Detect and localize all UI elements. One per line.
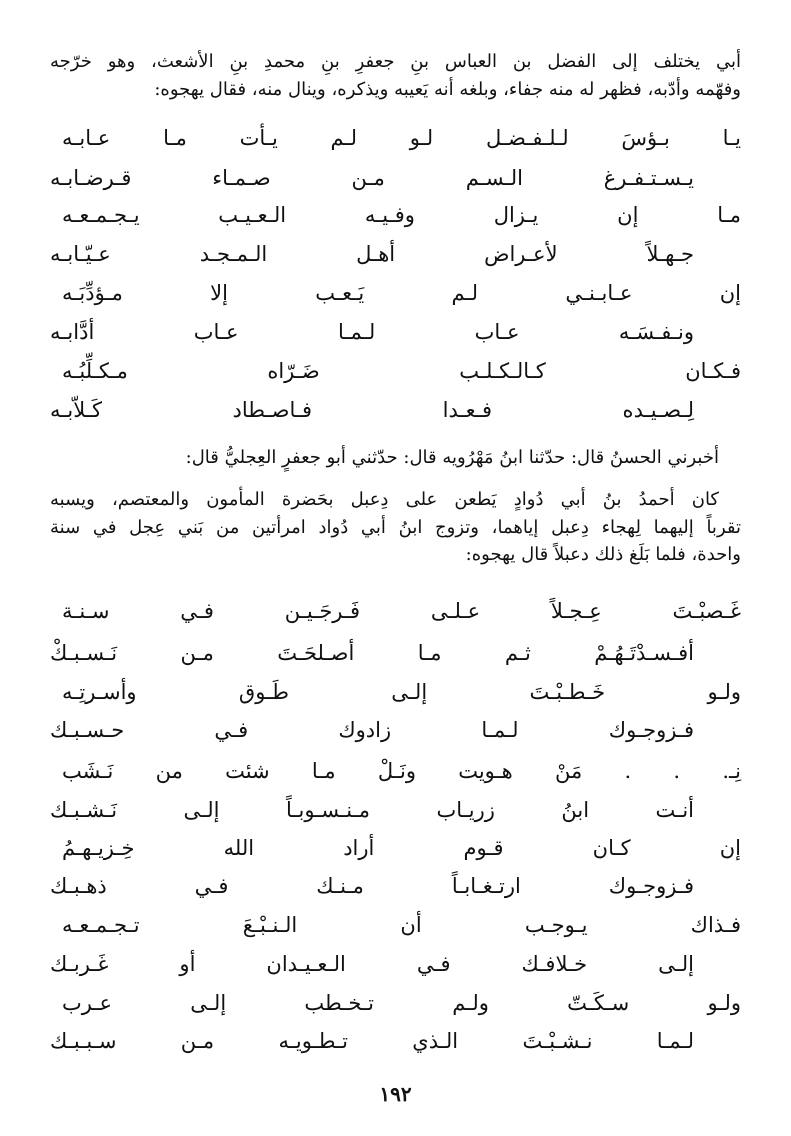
poem2-hemistich-first: ولـو خَـطـبْـتَ إلـى طَـوق وأسـرتِـه [62,680,741,704]
poem1-hemistich-first: إن عـابـنـي لـم يَـعـب إلا مـؤدِّبَـه [62,281,741,305]
poem1-hemistich-first: مـا إن يـزال وفـيـه الـعـيـب يـجـمـعـه [62,203,741,227]
poem2-hemistich-second: فـزوجـوك لـمـا زادوك فـي حـسـبـك [50,718,694,742]
poem2-hemistich-second: لـمـا نـشـبْـتَ الـذي تـطـويـه مـن سـبـبـك [50,1029,694,1053]
poem2-hemistich-first: فـذاك يـوجـب أن الـنـبْـعَ تـجـمـعـه [62,913,741,937]
narrative-line: تقرباً إليهما لِهجاء دِعبل إياهما، وتزوج ابنُ أبي دُواد امرأتين من بَني عِجل في سنة [50,517,741,538]
poem2-hemistich-second: فـزوجـوك ارتـغـابـاً مـنـك فـي ذهـبـك [50,874,694,898]
intro-line: وفهّمه وأدّبه، فظهر له منه جفاء، وبلغه أنه يَعيبه ويذكره، وينال منه، فقال يهجوه: [154,79,741,100]
poem2-hemistich-first: إن كـان قـوم أراد الله خِـزيـهـمُ [62,836,741,860]
poem2-hemistich-second: أنـت ابنُ زريـاب مـنـسـوبـاً إلـى نَـشـبـك [50,798,694,822]
isnad-line: أخبرني الحسنُ قال: حدّثنا ابنُ مَهْرُويه قال: حدّثني أبو جعفرٍ العِجليُّ قال: [185,447,719,468]
poem2-hemistich-first: غَـصبْـتَ عِـجـلاً عـلـى فَـرجَـيـن فـي سـنـة [62,599,741,623]
poem2-hemistich-second: أفـسـدْتَـهُـمْ ثـم مـا أصـلحَـتَ مـن نَـسـبـكْ [50,641,694,665]
poem2-hemistich-first: نِـ. . . مَنْ هـويت ونَـلْ مـا شئت من نَـشَب [62,759,741,783]
poem1-hemistich-second: يـسـتـفـرغ الـسـم مـن صـمـاء قـرضـابـه [50,166,694,190]
poem1-hemistich-second: جـهـلاً لأعـراض أهـل الـمـجـد عـيّـابـه [50,242,694,266]
poem1-hemistich-first: فـكـان كـالـكـلـب ضَـرّاه مـكـلِّبُـه [62,359,741,383]
narrative-line: كان أحمدُ بنُ أبي دُوادٍ يَطعن على دِعبل بحَضرة المأمون والمعتصم، ويسبه [50,489,719,510]
intro-line: أبي يختلف إلى الفضل بن العباس بنِ جعفرِ بنِ محمدِ بنِ الأشعث، وهو خرّجه [50,51,741,72]
narrative-line: واحدة، فلما بَلَغ ذلك دعبلاً قال يهجوه: [465,544,741,565]
poem1-hemistich-first: يـا بـؤسَ لـلـفـضـل لـو لـم يـأت مـا عـابـه [62,126,741,150]
poem2-hemistich-first: ولـو سـكَـتّ ولـم تـخـطب إلـى عـرب [62,991,741,1015]
poem2-hemistich-second: إلـى خـلافـك فـي الـعـيـدان أو غَـربـك [50,952,694,976]
page-number: ١٩٢ [379,1082,412,1106]
poem1-hemistich-second: لِـصـيـده فـعـدا فـاصـطاد كَـلاّبـه [50,398,694,422]
poem1-hemistich-second: ونـفـسَـه عـاب لـمـا عـاب أدَّابـه [50,320,694,344]
